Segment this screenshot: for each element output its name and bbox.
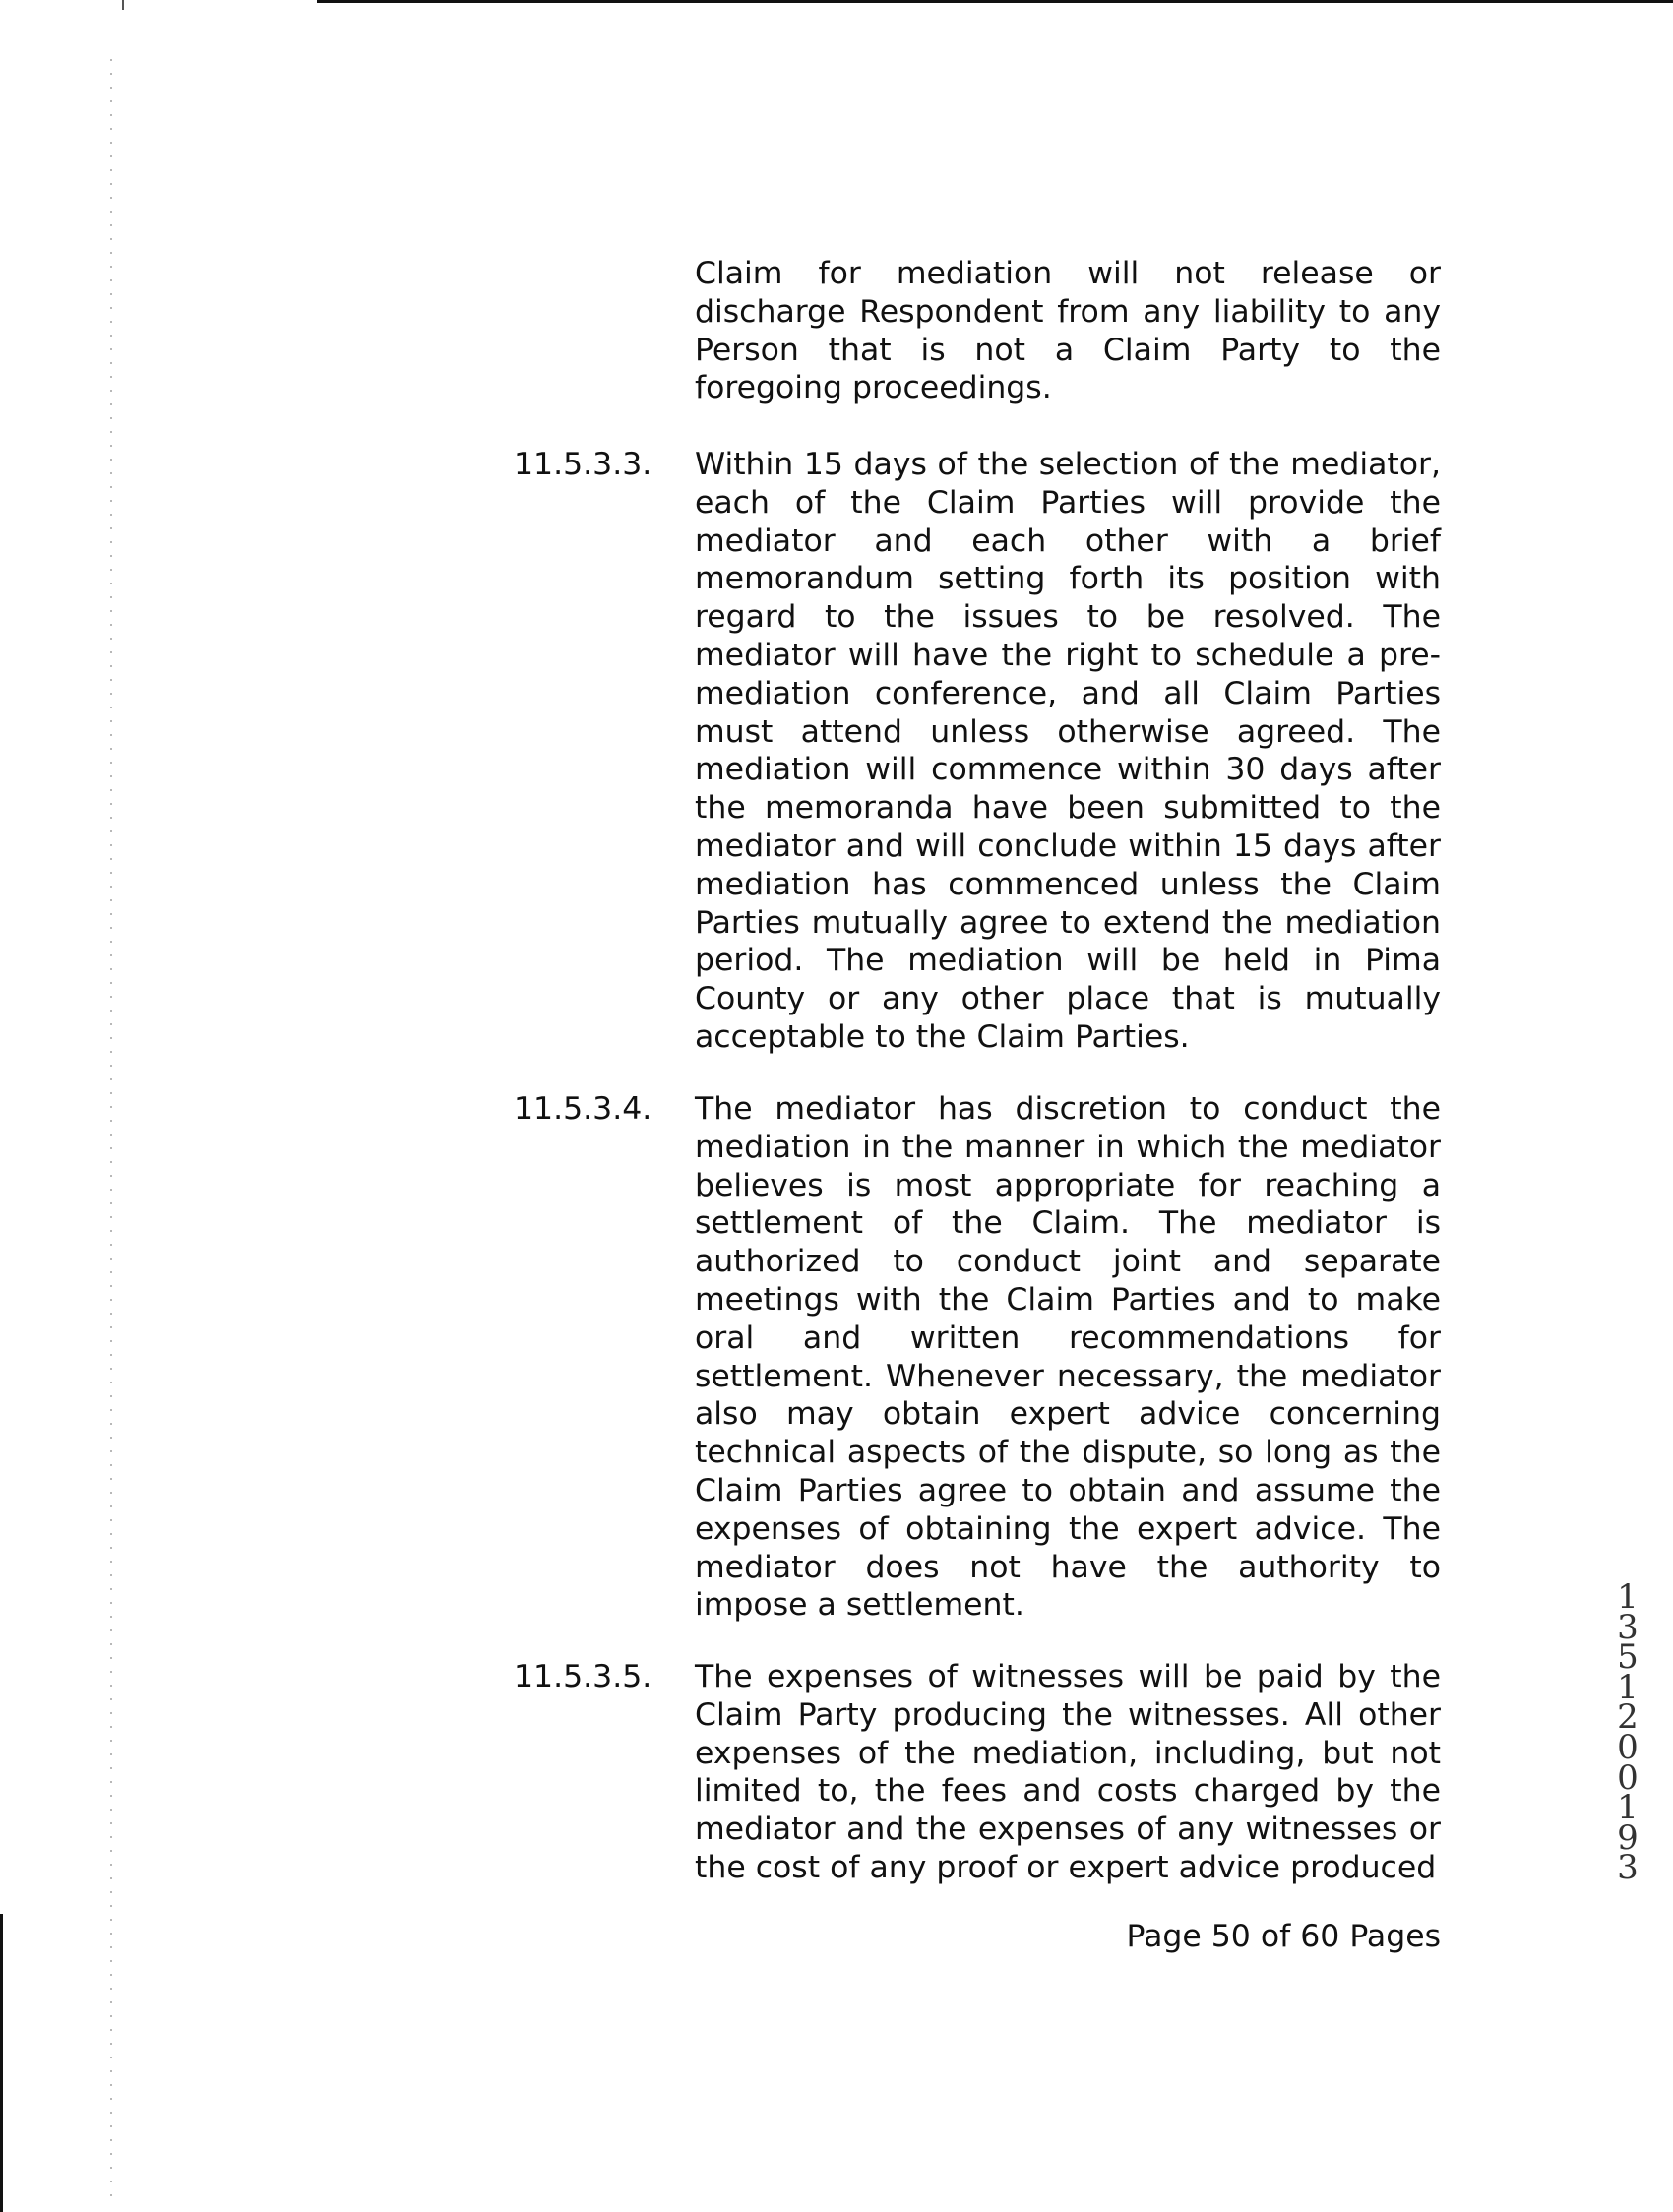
section-number-11-5-3-5: 11.5.3.5. xyxy=(514,1659,652,1694)
scan-top-tick xyxy=(122,0,124,10)
section-number-11-5-3-3: 11.5.3.3. xyxy=(514,447,652,482)
scan-punch-marks xyxy=(110,59,112,2204)
scan-top-border xyxy=(317,0,1673,3)
section-text-11-5-3-4: The mediator has discretion to conduct the mediation in the manner in which the mediator believes is most appropriate for reaching a settlement of the Claim. The mediator is authorized to conduct joint and separate meetings with the Claim Parties and to make oral and written recommendations for settlement. Whenever necessary, the mediator also may obtain expert advice concerning technical aspects of the dispute, so long as the Claim Parties agree to obtain and assume the expenses of obtaining the expert advice. The mediator does not have the authority to impose a settlement. xyxy=(695,1091,1441,1624)
scan-left-edge xyxy=(0,1914,3,2212)
section-text-11-5-3-5: The expenses of witnesses will be paid by the Claim Party producing the witnesses. All other expenses of the mediation, including, but not limited to, the fees and costs charged by the mediator and the expenses of any witnesses or the cost of any proof or expert advice produced xyxy=(695,1659,1441,1885)
page-number-footer: Page 50 of 60 Pages xyxy=(1126,1919,1441,1954)
bates-stamp: 13512 00193 xyxy=(1617,1577,1639,1888)
section-text-11-5-3-3: Within 15 days of the selection of the mediator, each of the Claim Parties will provide the mediator and each other with a brief memorandum setting forth its position with regard to the issues to be resolved. The mediator will have the right to schedule a pre-mediation conference, and all Claim Parties must attend unless otherwise agreed. The mediation will commence within 30 days after the memoranda have been submitted to the mediator and will conclude within 15 days after mediation has commenced unless the Claim Parties mutually agree to extend the mediation period. The mediation will be held in Pima County or any other place that is mutually acceptable to the Claim Parties. xyxy=(695,447,1441,1055)
continued-paragraph: Claim for mediation will not release or discharge Respondent from any liability to any Person that is not a Claim Party to the foregoing proceedings. xyxy=(695,256,1441,406)
section-number-11-5-3-4: 11.5.3.4. xyxy=(514,1091,652,1127)
